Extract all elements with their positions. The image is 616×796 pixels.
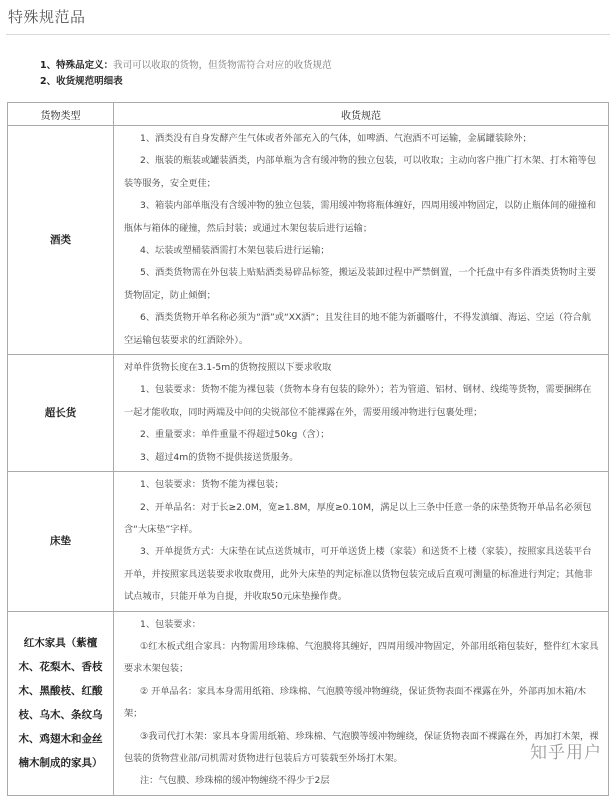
rule-line: 注：气包膜、珍珠棉的缓冲物缠绕不得少于2层: [140, 775, 330, 787]
rules-cell: [114, 611, 609, 795]
watermark: 知乎用户: [530, 743, 602, 763]
title-divider: [6, 34, 610, 35]
header-receiving-rules: 收货规范: [114, 103, 609, 126]
rule-line: 2、瓶装的瓶装或罐装酒类，内部单瓶为含有缓冲物的独立包装，可以收取；主动向客户推广打木架、打木箱等包装等服务，安全更佳；: [124, 155, 597, 189]
detail-line: [40, 74, 332, 90]
definition-label: 1、特殊品定义：: [40, 60, 114, 71]
rule-line: 2、重量要求：单件重量不得超过50kg（含）；: [140, 429, 330, 441]
table-row: [8, 355, 609, 472]
notes: [40, 58, 332, 90]
header-goods-type: 货物类型: [8, 103, 114, 126]
category-cell: 酒类: [8, 126, 114, 355]
rule-line: 4、坛装或塑桶装酒需打木架包装后进行运输；: [140, 245, 330, 257]
rule-line: 5、酒类货物需在外包装上贴贴酒类易碎品标签，搬运及装卸过程中严禁倒置，一个托盘中有多件酒类货物时主要货物固定，防止倾倒；: [124, 267, 597, 301]
rule-line: 3、超过4m的货物不提供接送货服务。: [140, 451, 299, 463]
page-title: 特殊规范品: [8, 8, 86, 26]
rule-line: 1、酒类没有自身发酵产生气体或者外部充入的气体，如啤酒、气泡酒不可运输，金属罐装除外；: [140, 133, 532, 144]
rule-line: 对单件货物长度在3.1-5m的货物按照以下要求收取: [124, 362, 332, 374]
detail-label: 2、收货规范明细表: [40, 76, 123, 87]
category-cell: 超长货: [8, 355, 114, 472]
rule-line: 1、包装要求：: [140, 618, 201, 630]
rule-line: 3、箱装内部单瓶没有含缓冲物的独立包装，需用缓冲物将瓶体缠好，四周用缓冲物固定，以防止瓶体间的碰撞和瓶体与箱体的碰撞，然后封装；或通过木架包装后进行运输；: [124, 200, 597, 234]
rules-cell: [114, 472, 609, 611]
rules-cell: [114, 126, 609, 355]
definition-text: 我司可以收取的货物，但货物需符合对应的收货规范: [113, 60, 332, 71]
rule-line: 2、开单品名：对于长≥2.0M，宽≥1.8M，厚度≥0.10M，满足以上三条中任意一条的床垫货物开单品名必须包含“大床垫”字样。: [124, 501, 592, 535]
rule-line: ③我司代打木架：家具本身需用纸箱、珍珠棉、气泡膜等缓冲物缠绕，保证货物表面不裸露在外，再加打木架，裸包装的货物营业部/司机需对货物进行包装后方可装载至外场打木架。: [124, 730, 599, 764]
category-cell: 红木家具（紫檀木、花梨木、香枝木、黑酸枝、红酸枝、乌木、条纹乌木、鸡翅木和金丝楠木制成的家具）: [8, 611, 114, 795]
category-cell: 床垫: [8, 472, 114, 611]
rules-table: [7, 102, 609, 796]
table-row: [8, 126, 609, 355]
rules-cell: [114, 355, 609, 472]
rule-line: 1、包装要求：货物不能为裸包装；: [140, 479, 284, 491]
rule-line: 3、开单提货方式：大床垫在试点送货城市，可开单送货上楼（家装）和送货不上楼（家装），按照家具送装平台开单，并按照家具送装要求收取费用，此外大床垫的判定标准以货物包装完成后直观可测量的标准进行判定；其他非试点城市，只能开单为自提，并收取50元床垫操作费。: [124, 546, 593, 603]
table-row: [8, 472, 609, 611]
table-header-row: [8, 103, 609, 126]
definition-line: [40, 58, 332, 74]
rule-line: ② 开单品名：家具本身需用纸箱、珍珠棉、气泡膜等缓冲物缠绕，保证货物表面不裸露在外，外部再加木箱/木架；: [124, 685, 587, 720]
rule-line: ①红木板式组合家具：内物需用珍珠棉、气泡膜将其缠好，四周用缓冲物固定，外部用纸箱包装好，整件红木家具要求木架包装；: [124, 640, 599, 675]
table-row: [8, 611, 609, 795]
rule-line: 1、包装要求：货物不能为裸包装（货物本身有包装的除外）；若为管道、铝材、钢材、线缆等货物，需要捆绑在一起才能收取，同时两端及中间的尖锐部位不能裸露在外，需要用缓冲物进行包裹处理；: [124, 384, 592, 418]
rule-line: 6、酒类货物开单名称必须为“酒”或“XX酒”；且发往目的地不能为新疆喀什，不得发滇缅、海运、空运（符合航空运输包装要求的红酒除外）。: [124, 312, 591, 346]
